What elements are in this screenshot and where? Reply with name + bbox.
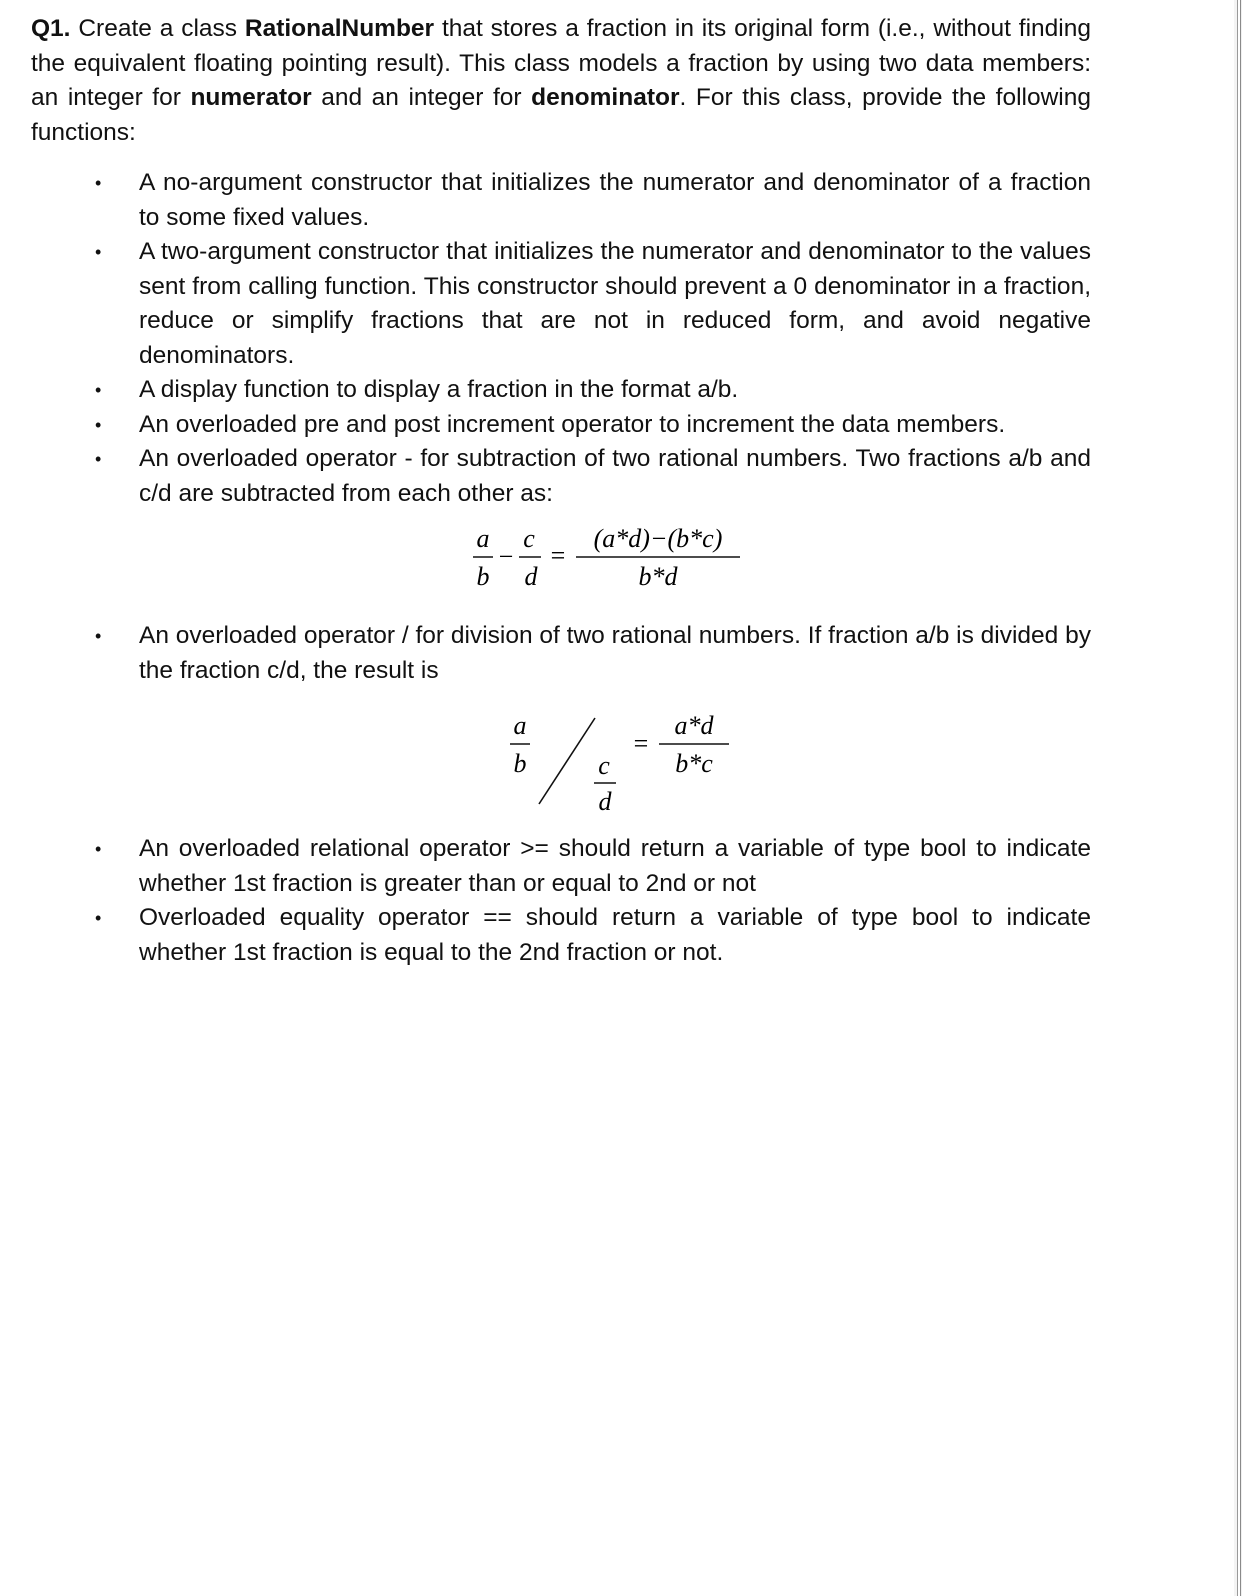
- list-item: [31, 832, 1091, 901]
- bullet-marker: •: [95, 626, 102, 646]
- bullet-marker: •: [95, 173, 102, 193]
- bullet-marker: •: [95, 242, 102, 262]
- intro-text-1: Create a class: [70, 15, 245, 42]
- sub-b: b: [476, 562, 490, 591]
- question-number: Q1.: [31, 15, 71, 42]
- list-item: [31, 166, 1091, 235]
- list-item: [31, 373, 1091, 408]
- list-item: [31, 619, 1091, 688]
- class-name: RationalNumber: [244, 15, 435, 42]
- div-result-numerator: a*d: [674, 711, 714, 740]
- intro-text-2: that stores a fraction in its original form (i.e., without finding the equivalent floating pointing result). This class models a fraction by using two data members: an integer for: [31, 15, 1091, 111]
- list-item: [31, 235, 1091, 373]
- function-list-continued: [31, 619, 1091, 688]
- division-formula: [31, 688, 1091, 822]
- bullet-marker: •: [95, 839, 102, 859]
- sub-equals: =: [550, 541, 566, 570]
- list-item-text: A two-argument constructor that initializes the numerator and denominator to the values sent from calling function. This constructor should prevent a 0 denominator in a fraction, reduce or simplify fractions that are not in reduced form, and avoid negative denominators.: [139, 238, 1091, 369]
- div-c: c: [598, 751, 610, 780]
- div-b: b: [513, 749, 527, 778]
- list-item-text: An overloaded operator - for subtraction of two rational numbers. Two fractions a/b and c/d are subtracted from each other as:: [139, 445, 1091, 507]
- list-item-text: An overloaded pre and post increment operator to increment the data members.: [139, 410, 1006, 438]
- list-item: [31, 442, 1091, 511]
- intro-text-4: . For this class, provide the following functions:: [31, 84, 1091, 146]
- sub-a: a: [476, 524, 490, 553]
- bullet-marker: •: [95, 449, 102, 469]
- list-item-text: Overloaded equality operator == should return a variable of type bool to indicate whether 1st fraction is equal to the 2nd fraction or not.: [139, 904, 1091, 966]
- sub-c: c: [523, 524, 535, 553]
- question-intro: [31, 12, 1091, 150]
- sub-result-denominator: b*d: [638, 562, 678, 591]
- sub-d: d: [524, 562, 538, 591]
- sub-minus: −: [498, 542, 514, 571]
- intro-text-3: and an integer for: [311, 84, 532, 111]
- numerator-term: numerator: [190, 84, 312, 111]
- bullet-marker: •: [95, 908, 102, 928]
- function-list: [31, 166, 1091, 511]
- denominator-term: denominator: [531, 84, 680, 111]
- sub-result-numerator: (a*d)−(b*c): [593, 524, 723, 553]
- div-d: d: [598, 787, 612, 816]
- div-a: a: [513, 711, 527, 740]
- bullet-marker: •: [95, 380, 102, 400]
- list-item-text: A display function to display a fraction in the format a/b.: [139, 376, 739, 403]
- list-item: [31, 901, 1091, 970]
- div-slash: [539, 718, 595, 804]
- list-item-text: A no-argument constructor that initializes the numerator and denominator of a fraction to some fixed values.: [139, 169, 1091, 231]
- list-item-text: An overloaded relational operator >= should return a variable of type bool to indicate whether 1st fraction is greater than or equal to 2nd or not: [139, 835, 1091, 897]
- page-edge: [1234, 0, 1242, 1596]
- list-item: [31, 408, 1091, 443]
- subtraction-formula: [31, 511, 1091, 609]
- bullet-marker: •: [95, 414, 102, 435]
- function-list-final: [31, 832, 1091, 970]
- div-result-denominator: b*c: [675, 749, 713, 778]
- list-item-text: An overloaded operator / for division of two rational numbers. If fraction a/b is divided by the fraction c/d, the result is: [139, 622, 1091, 684]
- document-body: [31, 12, 1091, 970]
- div-equals: =: [633, 729, 649, 758]
